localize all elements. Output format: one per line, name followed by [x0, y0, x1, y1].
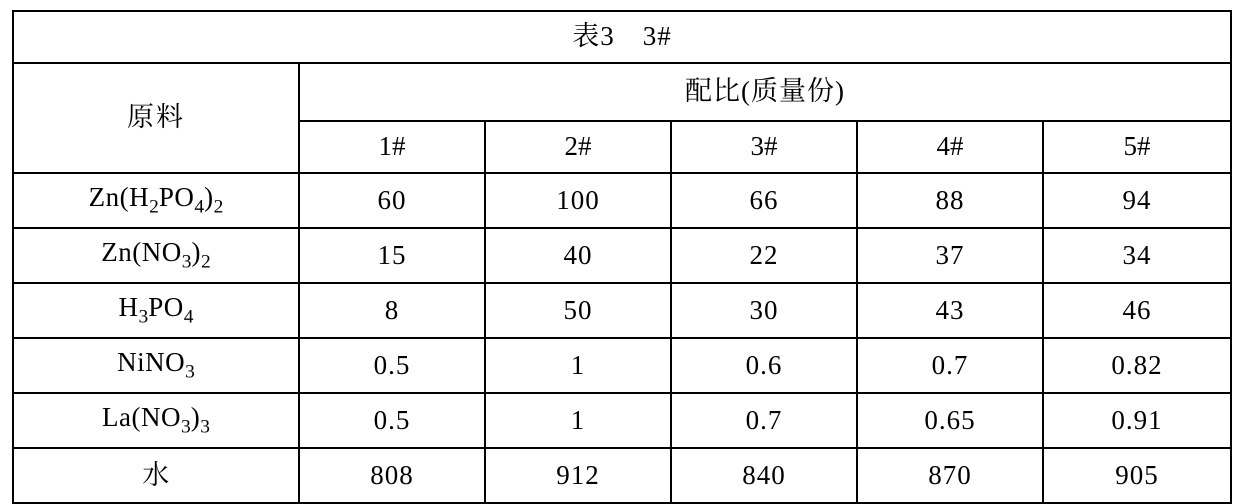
row-label: $Zn(NO_3)_2$	[13, 228, 299, 283]
cell-value: 50	[485, 283, 671, 338]
cell-value: 870	[857, 448, 1043, 503]
table-header-row-top	[13, 63, 1231, 121]
cell-value: 1	[485, 338, 671, 393]
row-label: 水	[13, 448, 299, 503]
cell-value: 0.7	[671, 393, 857, 448]
table-title-prefix: 表3	[572, 21, 615, 52]
cell-value: 22	[671, 228, 857, 283]
cell-value: 15	[299, 228, 485, 283]
cell-value: 43	[857, 283, 1043, 338]
cell-value: 46	[1043, 283, 1231, 338]
formulation-table	[12, 10, 1232, 504]
row-label: $Zn(H_2PO_4)_2$	[13, 173, 299, 228]
column-header-3: 3#	[671, 121, 857, 173]
table-title-suffix: 3#	[642, 21, 672, 52]
column-header-4: 4#	[857, 121, 1043, 173]
table-row	[13, 283, 1231, 338]
cell-value: 94	[1043, 173, 1231, 228]
cell-value: 30	[671, 283, 857, 338]
cell-value: 840	[671, 448, 857, 503]
cell-value: 37	[857, 228, 1043, 283]
cell-value: 1	[485, 393, 671, 448]
row-label: NiNO$_3$	[13, 338, 299, 393]
cell-value: 0.65	[857, 393, 1043, 448]
table-title-row	[13, 11, 1231, 63]
cell-value: 0.5	[299, 338, 485, 393]
cell-value: 0.82	[1043, 338, 1231, 393]
table-title	[13, 11, 1231, 63]
table-row	[13, 173, 1231, 228]
cell-value: 34	[1043, 228, 1231, 283]
cell-value: 905	[1043, 448, 1231, 503]
table-row	[13, 228, 1231, 283]
cell-value: 8	[299, 283, 485, 338]
cell-value: 0.91	[1043, 393, 1231, 448]
cell-value: 100	[485, 173, 671, 228]
cell-value: 0.5	[299, 393, 485, 448]
column-header-1: 1#	[299, 121, 485, 173]
cell-value: 0.6	[671, 338, 857, 393]
cell-value: 912	[485, 448, 671, 503]
cell-value: 88	[857, 173, 1043, 228]
column-header-5: 5#	[1043, 121, 1231, 173]
material-column-header: 原料	[13, 63, 299, 173]
cell-value: 60	[299, 173, 485, 228]
cell-value: 0.7	[857, 338, 1043, 393]
cell-value: 808	[299, 448, 485, 503]
table-row	[13, 393, 1231, 448]
ratio-group-header: 配比(质量份)	[299, 63, 1231, 121]
cell-value: 40	[485, 228, 671, 283]
table-row	[13, 448, 1231, 503]
row-label: $H_3PO_4$	[13, 283, 299, 338]
table-row	[13, 338, 1231, 393]
column-header-2: 2#	[485, 121, 671, 173]
cell-value: 66	[671, 173, 857, 228]
row-label: $La(NO_3)_3$	[13, 393, 299, 448]
